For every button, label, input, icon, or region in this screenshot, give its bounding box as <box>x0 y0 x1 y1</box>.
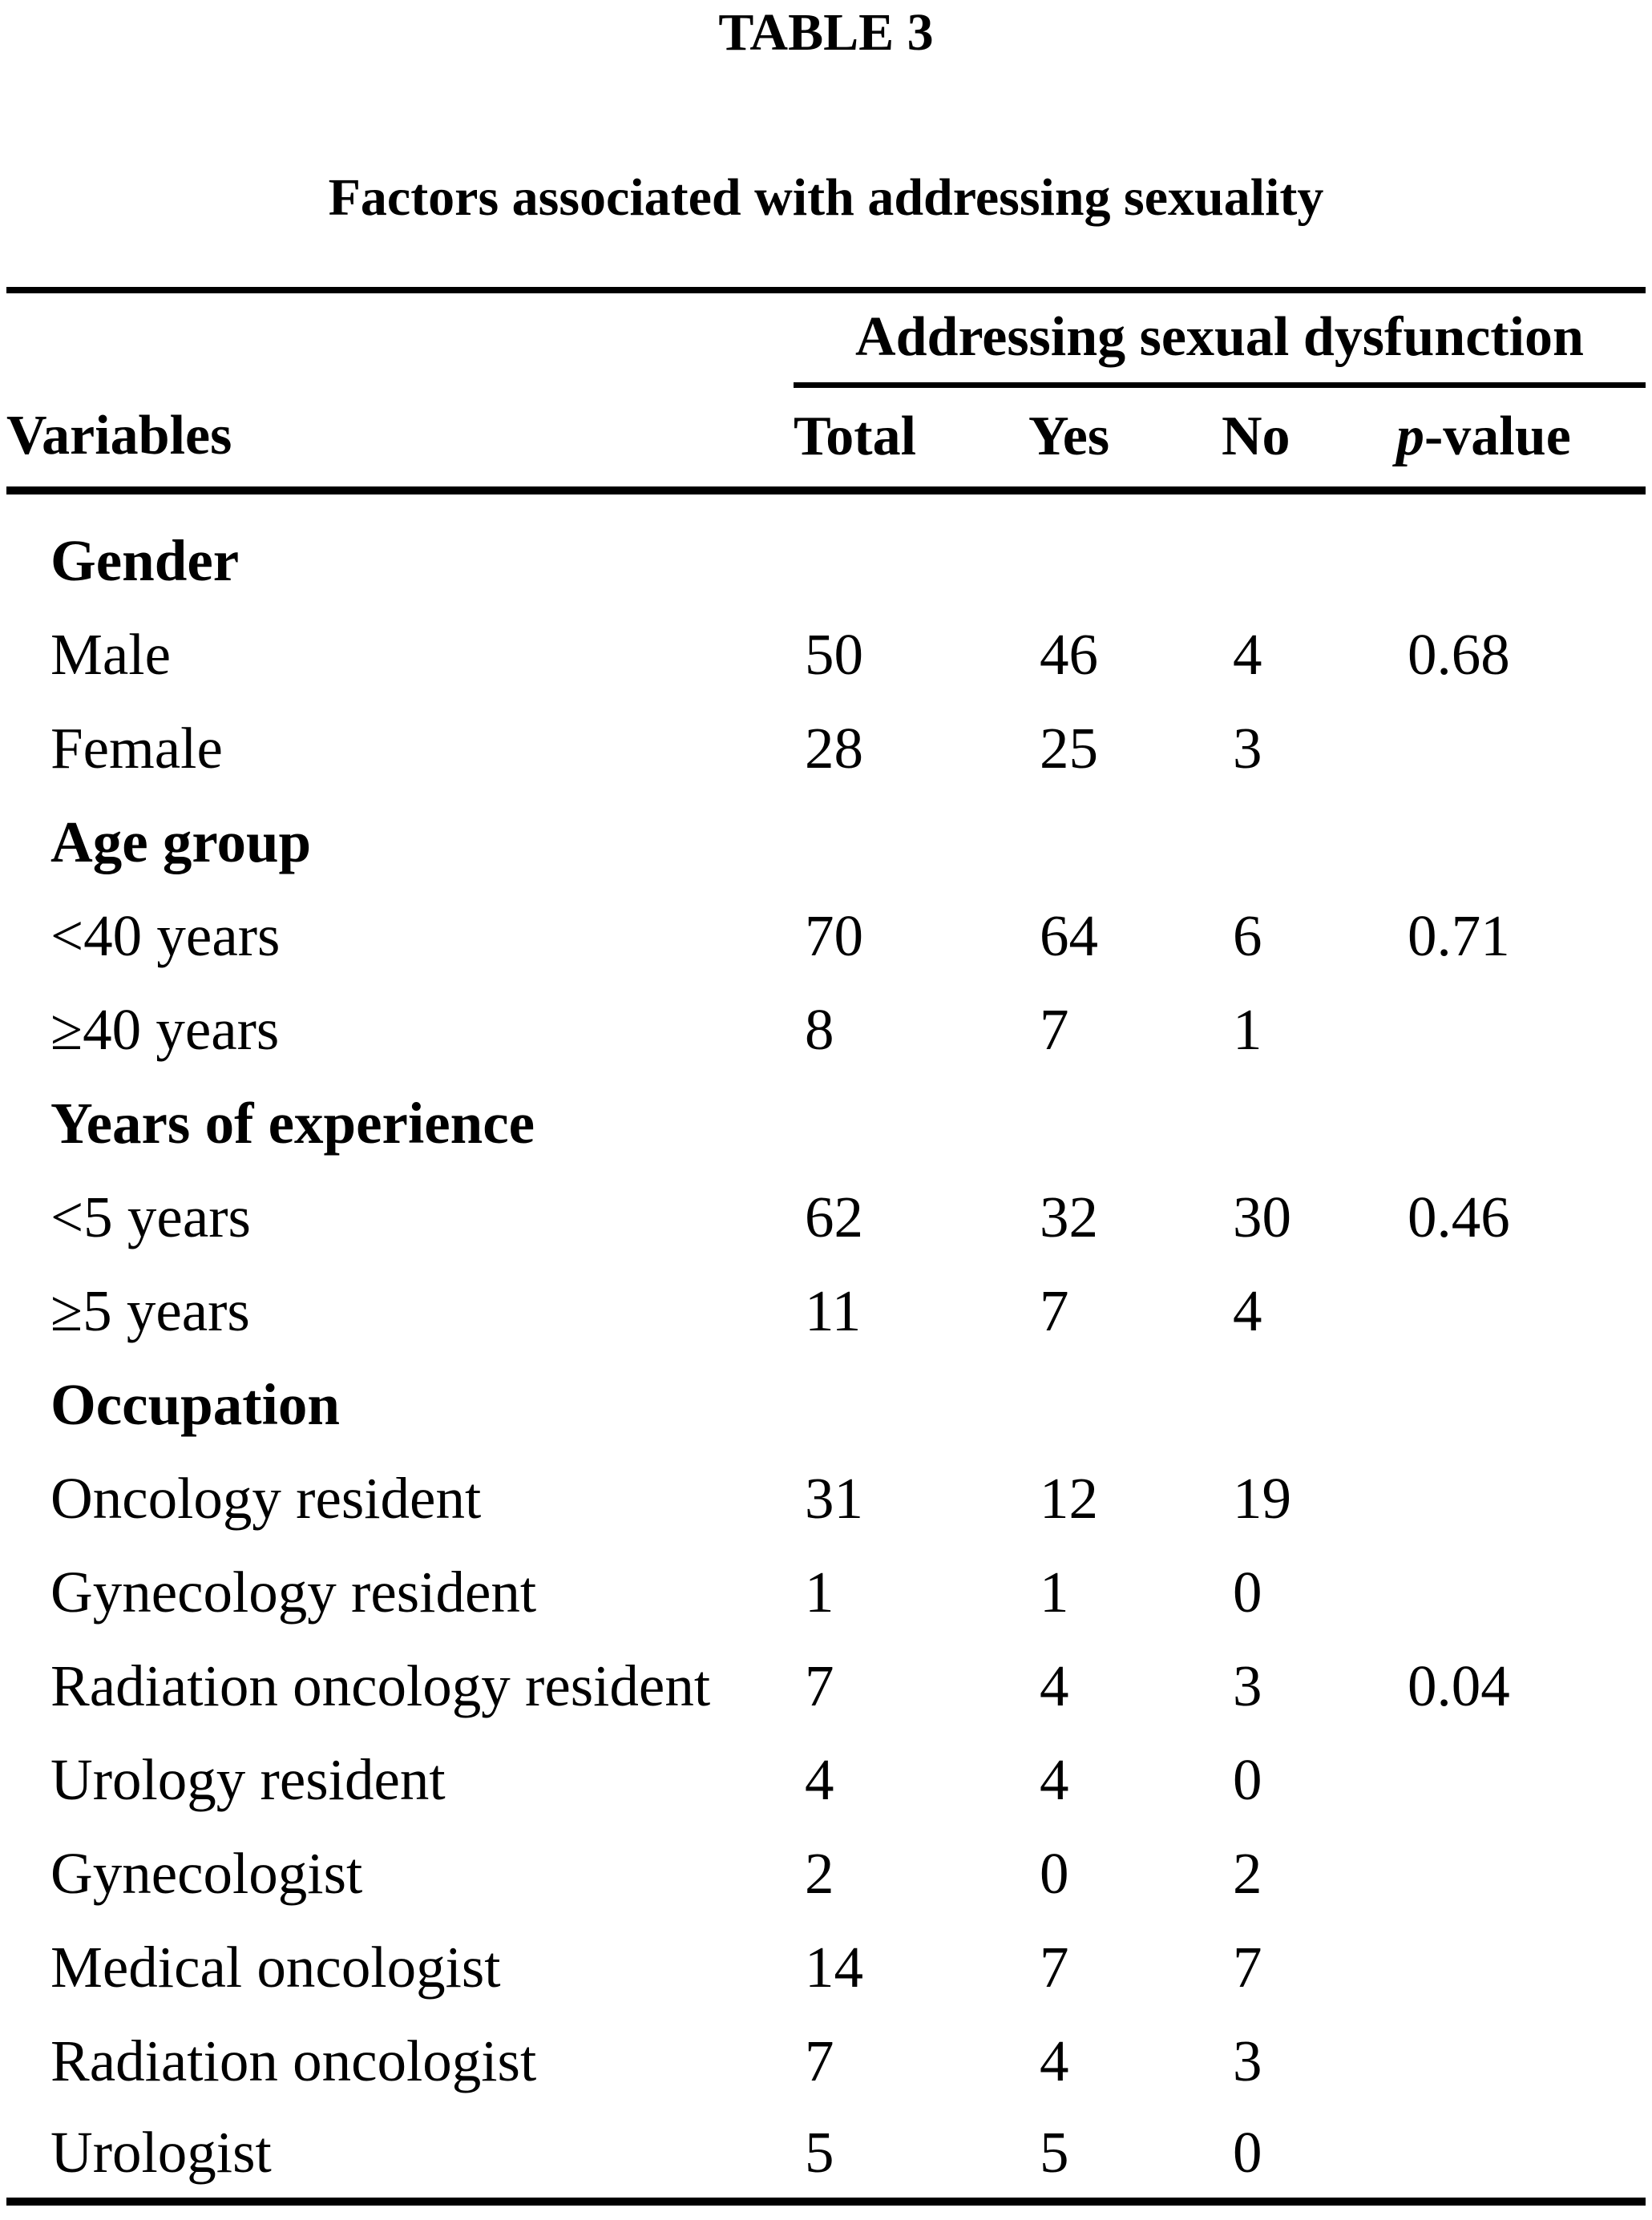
cell-total: 70 <box>805 902 863 968</box>
cell-no: 30 <box>1233 1184 1291 1249</box>
cell-pvalue <box>1396 1733 1646 1826</box>
cell-pvalue <box>1396 1451 1646 1545</box>
cell-variable: Male <box>50 621 171 687</box>
cell-variable: ≥5 years <box>50 1278 250 1343</box>
cell-pvalue <box>1396 795 1646 889</box>
table-row <box>6 1545 1646 1639</box>
cell-pvalue <box>1396 1076 1646 1170</box>
cell-yes: 4 <box>1040 1746 1069 1812</box>
cell-yes: 1 <box>1040 1559 1069 1625</box>
col-header-pvalue <box>1396 385 1646 490</box>
cell-no <box>1222 795 1396 889</box>
table-row <box>6 1451 1646 1545</box>
cell-pvalue: 0.71 <box>1408 902 1510 968</box>
table-row <box>6 607 1646 701</box>
cell-pvalue <box>1396 1826 1646 1920</box>
cell-yes: 0 <box>1040 1840 1069 1906</box>
cell-pvalue: 0.68 <box>1408 621 1510 687</box>
cell-yes: 12 <box>1040 1465 1098 1531</box>
cell-variable: Radiation oncologist <box>50 2028 537 2093</box>
cell-total <box>794 514 1028 607</box>
cell-yes: 4 <box>1040 2028 1069 2093</box>
table-row <box>6 2014 1646 2108</box>
cell-total: 11 <box>805 1278 862 1343</box>
cell-yes: 46 <box>1040 621 1098 687</box>
cell-variable: Gynecologist <box>50 1840 363 1906</box>
table-row <box>6 1920 1646 2014</box>
cell-total <box>794 795 1028 889</box>
table-row <box>6 2108 1646 2202</box>
cell-yes: 7 <box>1040 1934 1069 2000</box>
table-row <box>6 1358 1646 1451</box>
spanner-row <box>6 290 1646 385</box>
cell-total: 8 <box>805 996 834 1062</box>
col-header-yes: Yes <box>1028 406 1110 468</box>
cell-total: 62 <box>805 1184 863 1249</box>
cell-total: 28 <box>805 715 863 781</box>
cell-total: 31 <box>805 1465 863 1531</box>
cell-no: 3 <box>1233 2028 1262 2093</box>
pvalue-p-italic: p <box>1396 406 1424 468</box>
col-header-total: Total <box>794 406 917 468</box>
cell-pvalue <box>1396 514 1646 607</box>
table-row <box>6 889 1646 983</box>
cell-no: 4 <box>1233 621 1262 687</box>
cell-pvalue <box>1396 1545 1646 1639</box>
cell-variable: Medical oncologist <box>50 1934 501 2000</box>
cell-yes <box>1028 1076 1222 1170</box>
cell-yes: 5 <box>1040 2120 1069 2185</box>
table-row <box>6 1076 1646 1170</box>
col-header-no: No <box>1222 406 1290 468</box>
cell-variable: Urologist <box>50 2120 272 2185</box>
factors-table <box>6 287 1646 2206</box>
cell-no <box>1222 514 1396 607</box>
cell-pvalue <box>1396 1264 1646 1358</box>
cell-no <box>1222 1076 1396 1170</box>
cell-pvalue <box>1396 1920 1646 2014</box>
cell-yes: 7 <box>1040 996 1069 1062</box>
table-row <box>6 514 1646 607</box>
spanner-empty-cell <box>6 290 794 385</box>
cell-no: 19 <box>1233 1465 1291 1531</box>
table-row <box>6 1264 1646 1358</box>
cell-variable: <40 years <box>50 902 281 968</box>
cell-pvalue <box>1396 2108 1646 2202</box>
table-row <box>6 1733 1646 1826</box>
cell-pvalue <box>1396 1358 1646 1451</box>
cell-variable: <5 years <box>50 1184 251 1249</box>
cell-no: 3 <box>1233 715 1262 781</box>
table-row <box>6 795 1646 889</box>
cell-total: 5 <box>805 2120 834 2185</box>
cell-total: 7 <box>805 2028 834 2093</box>
cell-total: 1 <box>805 1559 834 1625</box>
pvalue-rest: -value <box>1424 406 1571 468</box>
cell-no: 0 <box>1233 2120 1262 2185</box>
cell-no <box>1222 1358 1396 1451</box>
cell-yes: 25 <box>1040 715 1098 781</box>
table-body <box>6 490 1646 2202</box>
cell-yes <box>1028 514 1222 607</box>
spanner-header: Addressing sexual dysfunction <box>794 290 1646 385</box>
table-caption: Factors associated with addressing sexuality <box>328 168 1324 227</box>
cell-no: 0 <box>1233 1559 1262 1625</box>
cell-variable: Years of experience <box>50 1090 535 1156</box>
cell-variable: Urology resident <box>50 1746 446 1812</box>
cell-yes <box>1028 1358 1222 1451</box>
cell-pvalue <box>1396 983 1646 1076</box>
cell-total <box>794 1076 1028 1170</box>
cell-yes <box>1028 795 1222 889</box>
cell-variable: Radiation oncology resident <box>50 1653 711 1718</box>
col-header-variables: Variables <box>6 404 232 466</box>
cell-no: 2 <box>1233 1840 1262 1906</box>
cell-no: 0 <box>1233 1746 1262 1812</box>
cell-no: 3 <box>1233 1653 1262 1718</box>
cell-variable: Gender <box>50 527 240 593</box>
cell-variable: Age group <box>50 809 312 874</box>
cell-total: 7 <box>805 1653 834 1718</box>
table-row <box>6 1639 1646 1733</box>
cell-variable: Female <box>50 715 223 781</box>
cell-variable: ≥40 years <box>50 996 280 1062</box>
column-header-row <box>6 385 1646 490</box>
cell-pvalue: 0.04 <box>1408 1653 1510 1718</box>
cell-total: 14 <box>805 1934 863 2000</box>
table-row <box>6 701 1646 795</box>
cell-pvalue: 0.46 <box>1408 1184 1510 1249</box>
cell-total: 2 <box>805 1840 834 1906</box>
cell-total <box>794 1358 1028 1451</box>
table-row <box>6 1826 1646 1920</box>
cell-yes: 7 <box>1040 1278 1069 1343</box>
table-row <box>6 1170 1646 1264</box>
cell-pvalue <box>1396 701 1646 795</box>
cell-no: 7 <box>1233 1934 1262 2000</box>
table-number: TABLE 3 <box>718 3 934 62</box>
cell-yes: 4 <box>1040 1653 1069 1718</box>
cell-yes: 32 <box>1040 1184 1098 1249</box>
cell-variable: Occupation <box>50 1371 340 1437</box>
cell-no: 4 <box>1233 1278 1262 1343</box>
cell-total: 4 <box>805 1746 834 1812</box>
cell-yes: 64 <box>1040 902 1098 968</box>
cell-pvalue <box>1396 2014 1646 2108</box>
cell-variable: Gynecology resident <box>50 1559 537 1625</box>
cell-variable: Oncology resident <box>50 1465 482 1531</box>
cell-no: 1 <box>1233 996 1262 1062</box>
cell-total: 50 <box>805 621 863 687</box>
table-row <box>6 983 1646 1076</box>
cell-no: 6 <box>1233 902 1262 968</box>
